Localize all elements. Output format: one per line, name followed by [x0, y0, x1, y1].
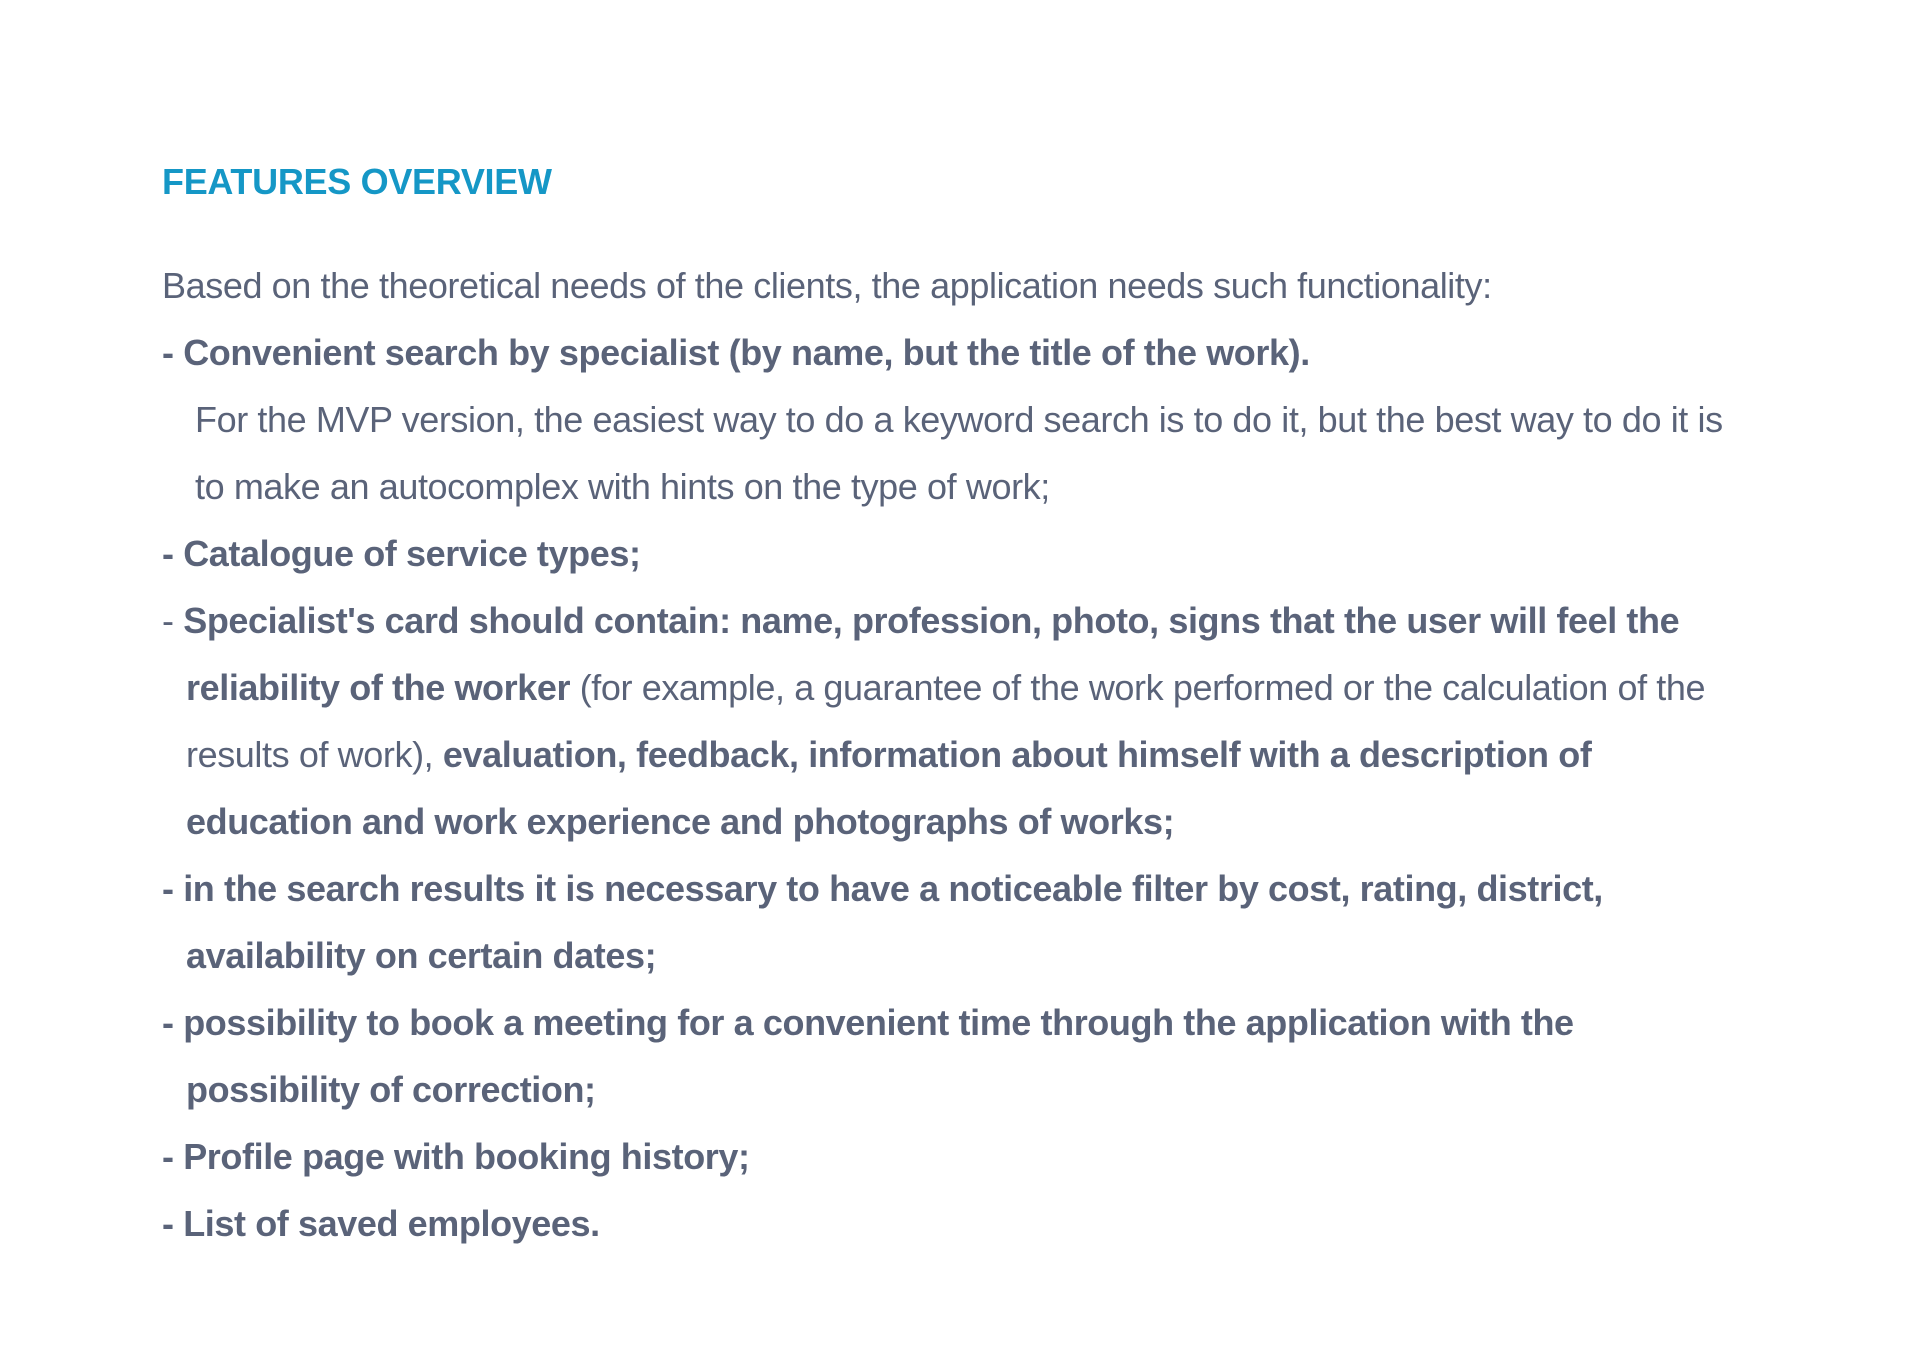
features-content	[162, 252, 1782, 1257]
feature-card-line3	[162, 721, 1782, 788]
feature-booking-line1: - possibility to book a meeting for a convenient time through the application with the	[162, 1002, 1574, 1043]
feature-card-line4: education and work experience and photographs of works;	[186, 801, 1175, 842]
feature-search-desc-line2: to make an autocomplex with hints on the type of work;	[195, 466, 1050, 507]
page-title: FEATURES OVERVIEW	[162, 161, 552, 202]
feature-booking-line2: possibility of correction;	[186, 1069, 596, 1110]
feature-catalogue-title: - Catalogue of service types;	[162, 533, 641, 574]
feature-profile-title: - Profile page with booking history;	[162, 1136, 750, 1177]
feature-card-line2-bold: reliability of the worker	[186, 667, 571, 708]
features-overview-page	[162, 158, 1782, 1257]
feature-card-line3-bold: evaluation, feedback, information about himself with a description of	[442, 734, 1592, 775]
feature-search-desc-line1: For the MVP version, the easiest way to do a keyword search is to do it, but the best way to do it is	[195, 399, 1723, 440]
feature-card-line1-text: Specialist's card should contain: name, profession, photo, signs that the user will feel the	[183, 600, 1680, 641]
feature-filter-line2: availability on certain dates;	[186, 935, 657, 976]
feature-card-line2	[162, 654, 1782, 721]
feature-card-line1	[162, 587, 1782, 654]
feature-search-title: - Convenient search by specialist (by name, but the title of the work).	[162, 332, 1310, 373]
feature-card-line2-light: (for example, a guarantee of the work performed or the calculation of the	[570, 667, 1706, 708]
feature-card-dash: -	[162, 600, 184, 641]
feature-card-line3-light: results of work),	[186, 734, 443, 775]
intro-text: Based on the theoretical needs of the clients, the application needs such functionality:	[162, 265, 1492, 306]
feature-saved-title: - List of saved employees.	[162, 1203, 600, 1244]
feature-filter-line1: - in the search results it is necessary to have a noticeable filter by cost, rating, district,	[162, 868, 1603, 909]
